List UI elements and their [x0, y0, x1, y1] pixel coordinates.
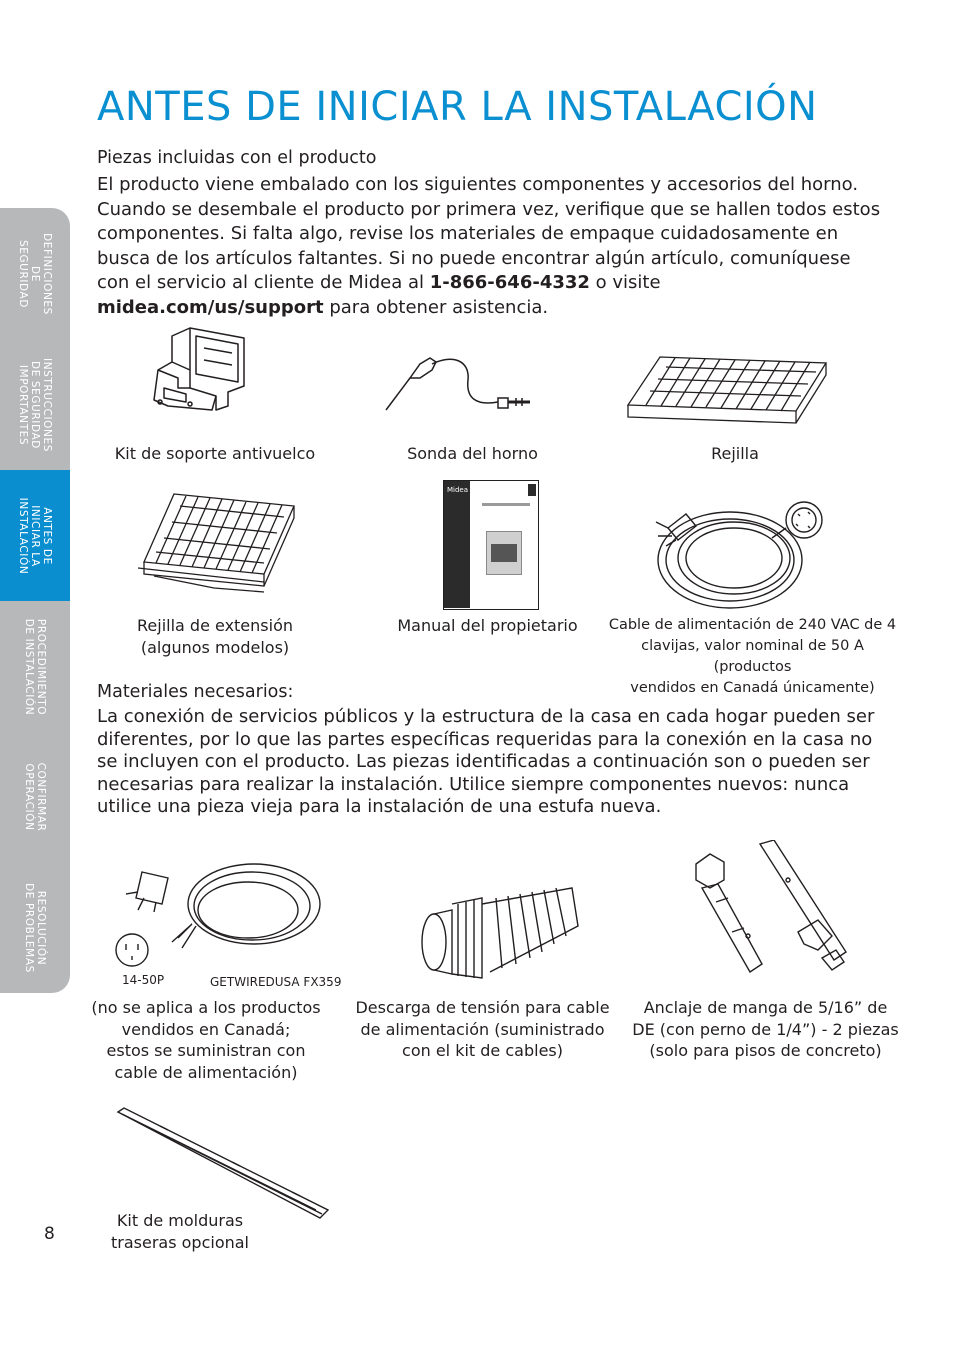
- caption-power-cord: Cable de alimentación de 240 VAC de 4 clavijas, valor nominal de 50 A (productos vendidos en Canadá únicamente): [608, 617, 897, 696]
- caption-bracket: Kit de soporte antivuelco: [114, 444, 316, 463]
- manual-brand-logo: Midea: [447, 486, 469, 494]
- tab-definiciones[interactable]: DEFINICIONES DE SEGURIDAD: [0, 208, 70, 340]
- oven-rack-image: [620, 353, 832, 433]
- included-text: El producto viene embalado con los siguientes componentes y accesorios del horno. Cuando se desembale el producto por primera vez, verifique que se hallen todos estos componentes. Si falta algo, revise los materiales de empaque cuidadosamente en busca de los artículos faltantes. Si no puede encontrar algún artículo, comuníquese con el servicio al cliente de Midea al: [97, 174, 881, 293]
- assist-text: para obtener asistencia.: [323, 296, 549, 318]
- wire-label: GETWIREDUSA FX359: [210, 975, 342, 989]
- visit-text: o visite: [589, 272, 661, 293]
- caption-rack: Rejilla: [711, 444, 759, 463]
- caption-manual: Manual del propietario: [397, 616, 578, 635]
- manual-spine: [444, 481, 470, 608]
- caption-anchor: Anclaje de manga de 5/16” de DE (con perno de 1/4”) - 2 piezas (solo para pisos de concreto): [632, 998, 899, 1060]
- page-title: ANTES DE INICIAR LA INSTALACIÓN: [97, 84, 818, 130]
- sleeve-anchor-image: [688, 840, 850, 982]
- required-body: La conexión de servicios públicos y la estructura de la casa en cada hogar pueden ser diferentes, por lo que las partes específicas requeridas para la conexión en la casa no se incluyen con el producto. Las piezas identificadas a continuación son o pueden ser necesarias para realizar la instalación. Utilice siempre componentes nuevos: nunca utilice una pieza vieja para la instalación de una estufa nueva.: [97, 706, 875, 817]
- manual-title-lines: [482, 503, 530, 506]
- strain-relief-image: [412, 882, 580, 982]
- rear-molding-image: [112, 1106, 332, 1222]
- included-heading: Piezas incluidas con el producto: [97, 148, 377, 168]
- side-tabs: [0, 208, 70, 993]
- plug-label: 14-50P: [122, 973, 165, 987]
- caption-extension-rack: Rejilla de extensión (algunos modelos): [137, 616, 293, 657]
- tab-antes-de-iniciar[interactable]: ANTES DE INICIAR LA INSTALACIÓN: [0, 470, 70, 602]
- manual-range-image: [486, 531, 522, 575]
- anti-tip-bracket-image: [150, 326, 250, 414]
- caption-molding: Kit de molduras traseras opcional: [110, 1211, 249, 1252]
- tab-procedimiento[interactable]: PROCEDIMIENTO DE INSTALACIÓN: [0, 601, 70, 733]
- support-phone: 1-866-646-4332: [429, 272, 590, 293]
- tab-resolucion[interactable]: RESOLUCIÓN DE PROBLEMAS: [0, 862, 70, 993]
- power-cord-image: [648, 478, 838, 618]
- included-body: [97, 173, 887, 320]
- tab-instrucciones[interactable]: INSTRUCCIONES DE SEGURIDAD IMPORTANTES: [0, 339, 70, 471]
- required-heading: Materiales necesarios:: [97, 682, 294, 702]
- manual-badge: [528, 484, 536, 496]
- oven-probe-image: [380, 350, 535, 420]
- page-number: 8: [44, 1224, 55, 1244]
- cord-and-plug-image: [112, 852, 327, 972]
- extension-rack-image: [134, 488, 304, 598]
- caption-probe: Sonda del horno: [407, 444, 538, 463]
- owners-manual-image: [443, 480, 539, 610]
- caption-strain-relief: Descarga de tensión para cable de alimentación (suministrado con el kit de cables): [355, 998, 610, 1060]
- tab-confirmar[interactable]: CONFIRMAR OPERACIÓN: [0, 732, 70, 863]
- support-url[interactable]: midea.com/us/support: [97, 296, 324, 318]
- caption-cord-note: (no se aplica a los productos vendidos en Canadá; estos se suministran con cable de alimentación): [91, 998, 321, 1082]
